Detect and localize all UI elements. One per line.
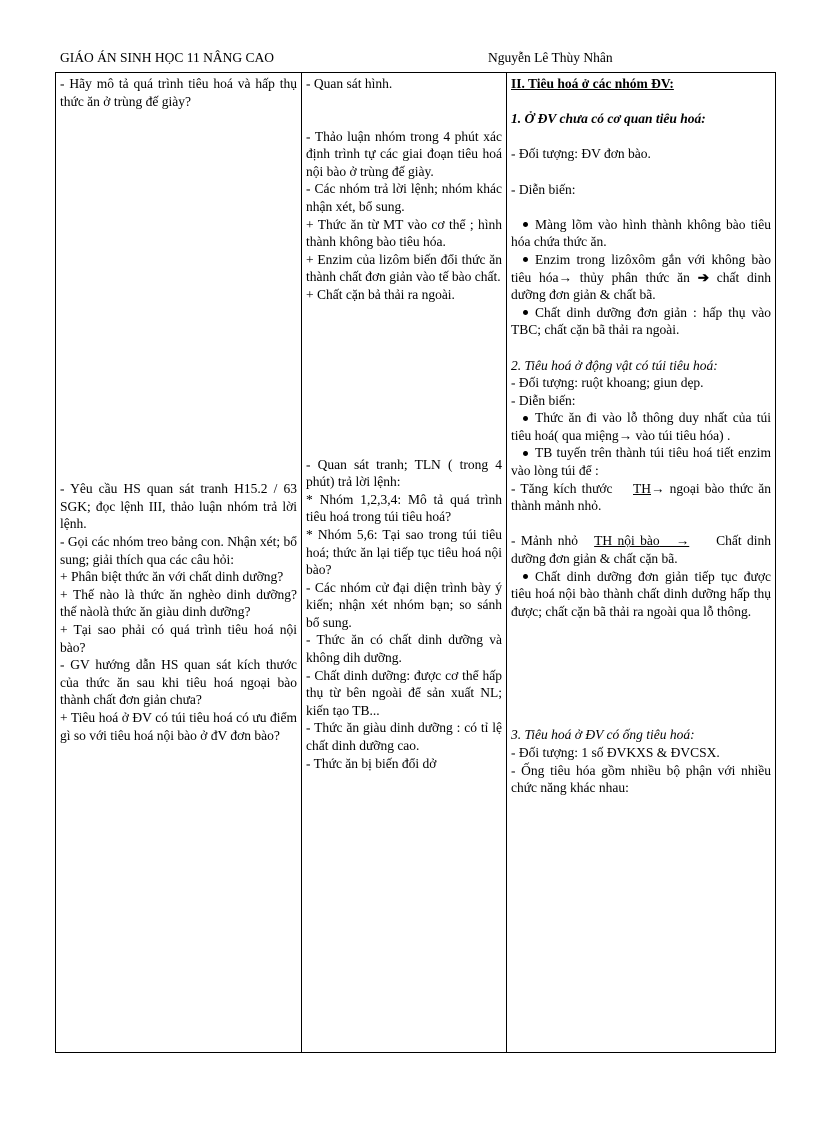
bullet-item: Màng lõm vào hình thành không bào tiêu hóa chứa thức ăn. — [511, 216, 771, 250]
paragraph: - Yêu cầu HS quan sát tranh H15.2 / 63 SGK; đọc lệnh III, thảo luận nhóm trả lời lệnh. — [60, 481, 297, 532]
arrow-label: TH — [633, 480, 651, 496]
paragraph: - Thức ăn giàu dinh dưỡng : có tỉ lệ chất dinh dưỡng cao. — [306, 720, 502, 754]
paragraph: + Phân biệt thức ăn với chất dinh dưỡng? — [60, 569, 284, 585]
subsection-heading: 1. Ở ĐV chưa có cơ quan tiêu hoá: — [511, 111, 706, 127]
author-name: Nguyễn Lê Thùy Nhân — [488, 50, 613, 65]
paragraph: - Tăng kích thước TH→ ngoại bào thức ăn thành mảnh nhỏ. — [511, 480, 772, 514]
arrow-icon: → — [659, 533, 690, 549]
arrow-label: TH nội bào — [594, 533, 660, 549]
bullet-item: Chất dinh dưỡng đơn giản : hấp thụ vào TBC; chất cặn bã thải ra ngoài. — [511, 304, 771, 338]
document-title: GIÁO ÁN SINH HỌC 11 NÂNG CAO — [60, 50, 274, 65]
bullet-icon — [523, 416, 528, 421]
bullet-icon — [523, 257, 528, 262]
paragraph: - Đối tượng: ĐV đơn bào. — [511, 146, 651, 162]
bullet-item: Thức ăn đi vào lỗ thông duy nhất của túi tiêu hoá( qua miệng→ vào túi tiêu hóa) . — [511, 410, 771, 443]
paragraph: - Các nhóm trả lời lệnh; nhóm khác nhận xét, bổ sung. — [306, 181, 502, 214]
paragraph: + Tại sao phải có quá trình tiêu hoá nội bào? — [60, 621, 297, 655]
paragraph: - Gọi các nhóm treo bảng con. Nhận xét; bổ sung; giải thích qua các câu hỏi: — [60, 533, 297, 567]
paragraph: - Đối tượng: 1 số ĐVKXS & ĐVCSX. — [511, 745, 720, 760]
paragraph: + Thế nào là thức ăn nghèo dinh dưỡng? thế nàolà thức ăn giàu dinh dưỡng? — [60, 586, 297, 620]
paragraph: - Mảnh nhỏ TH nội bào → Chất dinh dưỡng đơn giản & chất cặn bã. — [511, 533, 771, 567]
arrow-icon: → — [558, 269, 573, 285]
bullet-item: Chất dinh dưỡng đơn giản tiếp tục được tiêu hoá nội bào thành chất dinh dưỡng hấp thụ được; chất cặn bã thải ra ngoài qua lỗ thông. — [511, 568, 771, 619]
paragraph: - Diễn biến: — [511, 392, 576, 408]
section-heading: II. Tiêu hoá ở các nhóm ĐV: — [511, 76, 674, 91]
paragraph: - Thức ăn có chất dinh dưỡng và không dih dưỡng. — [306, 632, 502, 666]
paragraph: - GV hướng dẫn HS quan sát kích thước của thức ăn sau khi tiêu hoá ngoại bào thành chất đơn giản chưa? — [60, 657, 297, 708]
table-row — [56, 73, 776, 1053]
paragraph: + Thức ăn từ MT vào cơ thể ; hình thành không bào tiêu hóa. — [306, 216, 502, 250]
paragraph: - Quan sát hình. — [306, 76, 393, 91]
bold-arrow-icon: ➔ — [697, 269, 709, 285]
paragraph: - Quan sát tranh; TLN ( trong 4 phút) trả lời lệnh: — [306, 456, 502, 490]
bullet-item: Enzim trong lizôxôm gắn với không bào tiêu hóa→ thủy phân thức ăn ➔ chất dinh dưỡng đơn giản & chất bã. — [511, 251, 772, 303]
paragraph: - Ống tiêu hóa gồm nhiều bộ phận với nhiều chức năng khác nhau: — [511, 762, 771, 796]
paragraph: - Đối tượng: ruột khoang; giun dẹp. — [511, 375, 704, 391]
arrow-icon: → — [651, 480, 665, 496]
paragraph: * Nhóm 1,2,3,4: Mô tả quá trình tiêu hoá trong túi tiêu hoá? — [306, 491, 502, 525]
bullet-icon — [523, 574, 528, 579]
teacher-activity-column — [56, 73, 302, 1053]
student-activity-column — [302, 73, 507, 1053]
lesson-table — [55, 72, 776, 1053]
paragraph: - Các nhóm cử đại diện trình bày ý kiến; nhận xét nhóm bạn; so sánh bổ sung. — [306, 579, 502, 630]
content-column — [507, 73, 776, 1053]
paragraph: - Chất dinh dưỡng: được cơ thể hấp thụ từ bên ngoài để sản xuất NL; kiến tạo TB... — [306, 667, 502, 718]
paragraph: - Thức ăn bị biến đổi dở — [306, 755, 437, 771]
bullet-item: TB tuyến trên thành túi tiêu hoá tiết enzim vào lòng túi để : — [511, 445, 771, 479]
paragraph: + Chất cặn bả thải ra ngoài. — [306, 286, 455, 302]
paragraph: - Hãy mô tả quá trình tiêu hoá và hấp thụ thức ăn ở trùng đế giày? — [60, 76, 297, 109]
bullet-icon — [523, 451, 528, 456]
paragraph: + Enzim của lizôm biến đổi thức ăn thành chất đơn giản vào tế bào chất. — [306, 251, 502, 285]
arrow-icon: → — [618, 427, 633, 443]
paragraph: - Thảo luận nhóm trong 4 phút xác định trình tự các giai đoạn tiêu hoá nội bào ở trùng đế giày. — [306, 128, 502, 179]
subsection-heading: 2. Tiêu hoá ở động vật có túi tiêu hoá: — [511, 357, 718, 373]
bullet-icon — [523, 222, 528, 227]
subsection-heading: 3. Tiêu hoá ở ĐV có ống tiêu hoá: — [511, 727, 695, 743]
paragraph: - Diễn biến: — [511, 181, 576, 197]
bullet-icon — [523, 310, 528, 315]
paragraph: + Tiêu hoá ở ĐV có túi tiêu hoá có ưu điểm gì so với tiêu hoá nội bào ở đV đơn bào? — [60, 709, 297, 743]
paragraph: * Nhóm 5,6: Tại sao trong túi tiêu hoá; thức ăn lại tiếp tục tiêu hoá nội bào? — [306, 526, 502, 578]
